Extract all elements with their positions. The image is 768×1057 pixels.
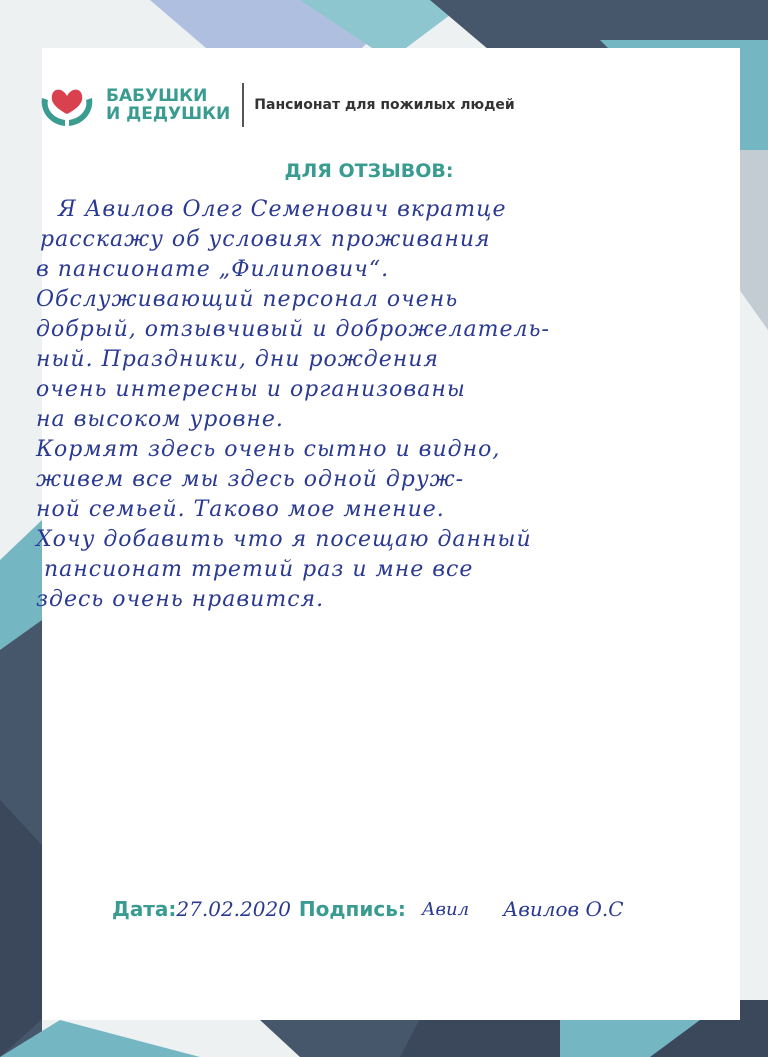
review-line: расскажу об условиях проживания xyxy=(40,227,491,252)
heart-hands-logo-icon xyxy=(38,80,96,130)
brand-line-2: И ДЕДУШКИ xyxy=(106,104,231,124)
review-line: Я Авилов Олег Семенович вкратце xyxy=(58,197,507,222)
review-line: здесь очень нравится. xyxy=(36,587,325,612)
date-value: 27.02.2020 xyxy=(176,897,291,921)
review-line: Хочу добавить что я посещаю данный xyxy=(36,527,532,552)
review-line: пансионат третий раз и мне все xyxy=(44,557,474,582)
review-line: Обслуживающий персонал очень xyxy=(36,287,459,312)
letterhead xyxy=(38,80,515,130)
review-line: на высоком уровне. xyxy=(36,407,284,432)
review-line: ной семьей. Таково мое мнение. xyxy=(36,497,445,522)
handwritten-review xyxy=(36,195,716,615)
brand-line-1: БАБУШКИ xyxy=(106,86,208,106)
review-line: ный. Праздники, дни рождения xyxy=(36,347,439,372)
form-footer xyxy=(112,892,752,926)
review-line: Кормят здесь очень сытно и видно, xyxy=(36,437,501,462)
review-line: очень интересны и организованы xyxy=(36,377,466,402)
review-line: добрый, отзывчивый и доброжелатель- xyxy=(36,317,550,342)
header-divider xyxy=(242,83,244,127)
signature-name: Авилов О.С xyxy=(503,897,624,921)
review-line: живем все мы здесь одной друж- xyxy=(36,467,465,492)
tagline: Пансионат для пожилых людей xyxy=(254,97,515,113)
review-line: в пансионате „Филипович“. xyxy=(36,257,390,282)
date-label: Дата: xyxy=(112,897,177,921)
signature-mark: Авил xyxy=(421,898,470,920)
form-title: ДЛЯ ОТЗЫВОВ: xyxy=(284,160,454,182)
brand-name xyxy=(106,87,230,123)
signature-label: Подпись: xyxy=(298,897,406,921)
